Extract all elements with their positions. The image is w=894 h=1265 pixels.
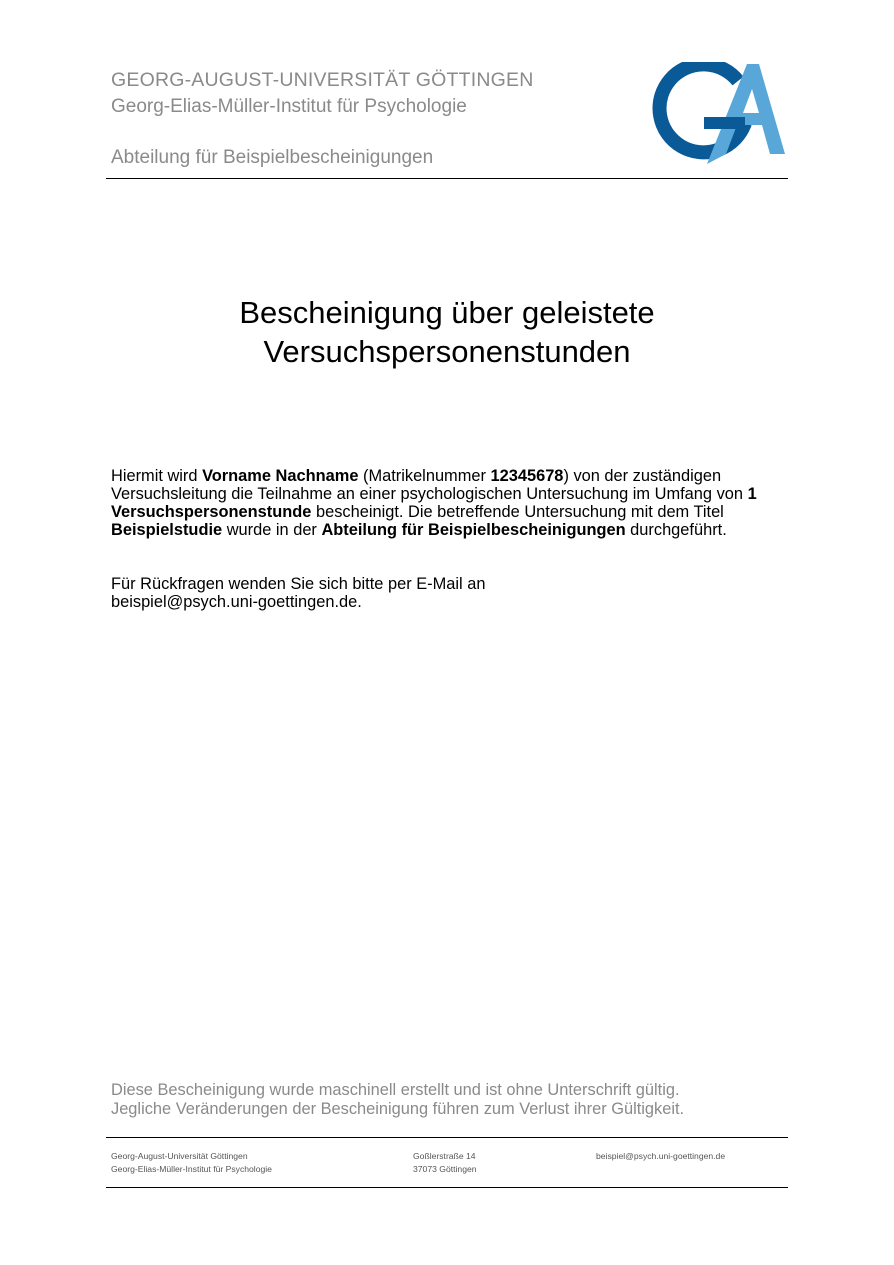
footer-text: Georg-August-Universität Göttingen — [111, 1151, 248, 1161]
matrikel-number: 12345678 — [490, 467, 564, 485]
contact-paragraph — [111, 575, 791, 611]
department-bold: Abteilung für Beispielbescheinigungen — [321, 521, 626, 539]
footer-text: Georg-Elias-Müller-Institut für Psychologie — [111, 1164, 272, 1174]
footer-institution — [111, 1150, 272, 1176]
logo-a-shape — [707, 64, 785, 164]
title-line-2: Versuchspersonenstunden — [263, 334, 631, 369]
body-text: (Matrikelnummer — [358, 467, 491, 485]
footer-text: beispiel@psych.uni-goettingen.de — [596, 1151, 726, 1161]
footer-divider-bottom — [106, 1187, 788, 1188]
notice-line-1: Diese Bescheinigung wurde maschinell erstellt und ist ohne Unterschrift gültig. — [111, 1081, 680, 1099]
footer-address — [413, 1150, 477, 1176]
header-divider — [106, 178, 788, 179]
certificate-paragraph — [111, 467, 791, 539]
department-name: Abteilung für Beispielbescheinigungen — [111, 147, 434, 168]
body-text: ) von der zuständigen Versuchsleitung die Teilnahme an einer psychologischen Untersuchung im Umfang von — [111, 467, 748, 503]
hours-value: 1 Versuchspersonenstunde — [111, 485, 757, 521]
footer-divider-top — [106, 1137, 788, 1138]
logo-g-bar — [704, 117, 745, 129]
participant-name: Vorname Nachname — [202, 467, 359, 485]
page-title — [0, 293, 894, 371]
validity-notice — [111, 1081, 811, 1119]
university-name: GEORG-AUGUST-UNIVERSITÄT GÖTTINGEN — [111, 69, 534, 91]
body-text: wurde in der — [222, 521, 322, 539]
footer-text: Goßlerstraße 14 — [413, 1151, 476, 1161]
study-title: Beispielstudie — [111, 521, 223, 539]
title-line-1: Bescheinigung über geleistete — [239, 295, 655, 330]
footer-email — [596, 1150, 725, 1163]
contact-line: Für Rückfragen wenden Sie sich bitte per E-Mail an — [111, 575, 486, 593]
body-text: durchgeführt. — [625, 521, 727, 539]
contact-email: beispiel@psych.uni-goettingen.de. — [111, 593, 362, 611]
institute-name: Georg-Elias-Müller-Institut für Psychologie — [111, 96, 467, 117]
university-logo — [649, 62, 787, 168]
notice-line-2: Jegliche Veränderungen der Bescheinigung führen zum Verlust ihrer Gültigkeit. — [111, 1100, 685, 1118]
body-text: Hiermit wird — [111, 467, 203, 485]
footer-text: 37073 Göttingen — [413, 1164, 477, 1174]
body-text: bescheinigt. Die betreffende Untersuchung mit dem Titel — [311, 503, 724, 521]
